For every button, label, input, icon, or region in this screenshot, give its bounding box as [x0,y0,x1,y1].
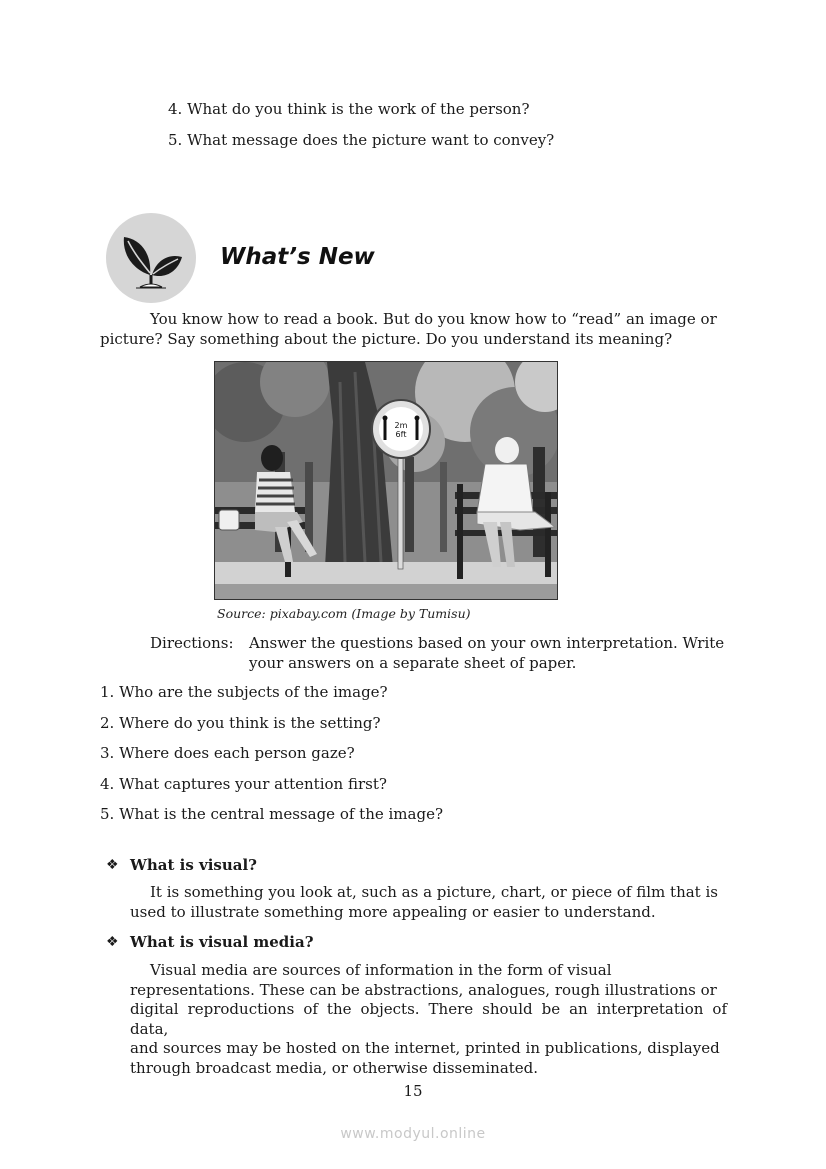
diamond-bullet-icon: ❖ [106,934,119,950]
image-source-caption: Source: pixabay.com (Image by Tumisu) [217,606,471,621]
sign-distance-feet: 6ft [395,430,407,439]
question-1: 1. Who are the subjects of the image? [100,683,388,701]
intro-question-4: 4. What do you think is the work of the person? [168,100,530,118]
definition-line: Visual media are sources of information in the form of visual [150,961,612,979]
directions-line: your answers on a separate sheet of paper. [249,653,577,672]
intro-paragraph [100,310,727,349]
section-title: What’s New [220,244,375,270]
directions-label: Directions: [150,634,234,652]
definition-line: through broadcast media, or otherwise disseminated. [130,1058,539,1077]
question-2: 2. Where do you think is the setting? [100,714,381,732]
definition-body-visual-media [130,961,727,1078]
question-4: 4. What captures your attention first? [100,775,387,793]
directions-text [249,634,727,673]
question-3: 3. Where does each person gaze? [100,744,355,762]
definition-line: used to illustrate something more appealing or easier to understand. [130,902,656,921]
question-5: 5. What is the central message of the image? [100,805,443,823]
plant-sprout-icon [106,213,196,303]
site-watermark: www.modyul.online [340,1126,486,1142]
intro-paragraph-line: picture? Say something about the picture. Do you understand its meaning? [100,329,673,348]
definition-body-visual [130,883,727,922]
page-number: 15 [403,1082,423,1100]
sign-distance-meters: 2m [394,421,408,430]
diamond-bullet-icon: ❖ [106,857,119,873]
definition-line: It is something you look at, such as a picture, chart, or piece of film that is [150,883,718,901]
definition-heading-visual: What is visual? [130,856,257,874]
intro-question-5: 5. What message does the picture want to convey? [168,131,555,149]
directions-line: Answer the questions based on your own interpretation. Write [249,634,725,652]
definition-line: and sources may be hosted on the internet, printed in publications, displayed [130,1039,720,1057]
definition-heading-visual-media: What is visual media? [130,933,314,951]
definition-line: representations. These can be abstractions, analogues, rough illustrations or [130,980,717,999]
definition-line: digital reproductions of the objects. There should be an interpretation of data, [130,1000,727,1038]
social-distancing-photo [214,361,558,600]
intro-paragraph-line: You know how to read a book. But do you know how to “read” an image or [150,310,717,328]
